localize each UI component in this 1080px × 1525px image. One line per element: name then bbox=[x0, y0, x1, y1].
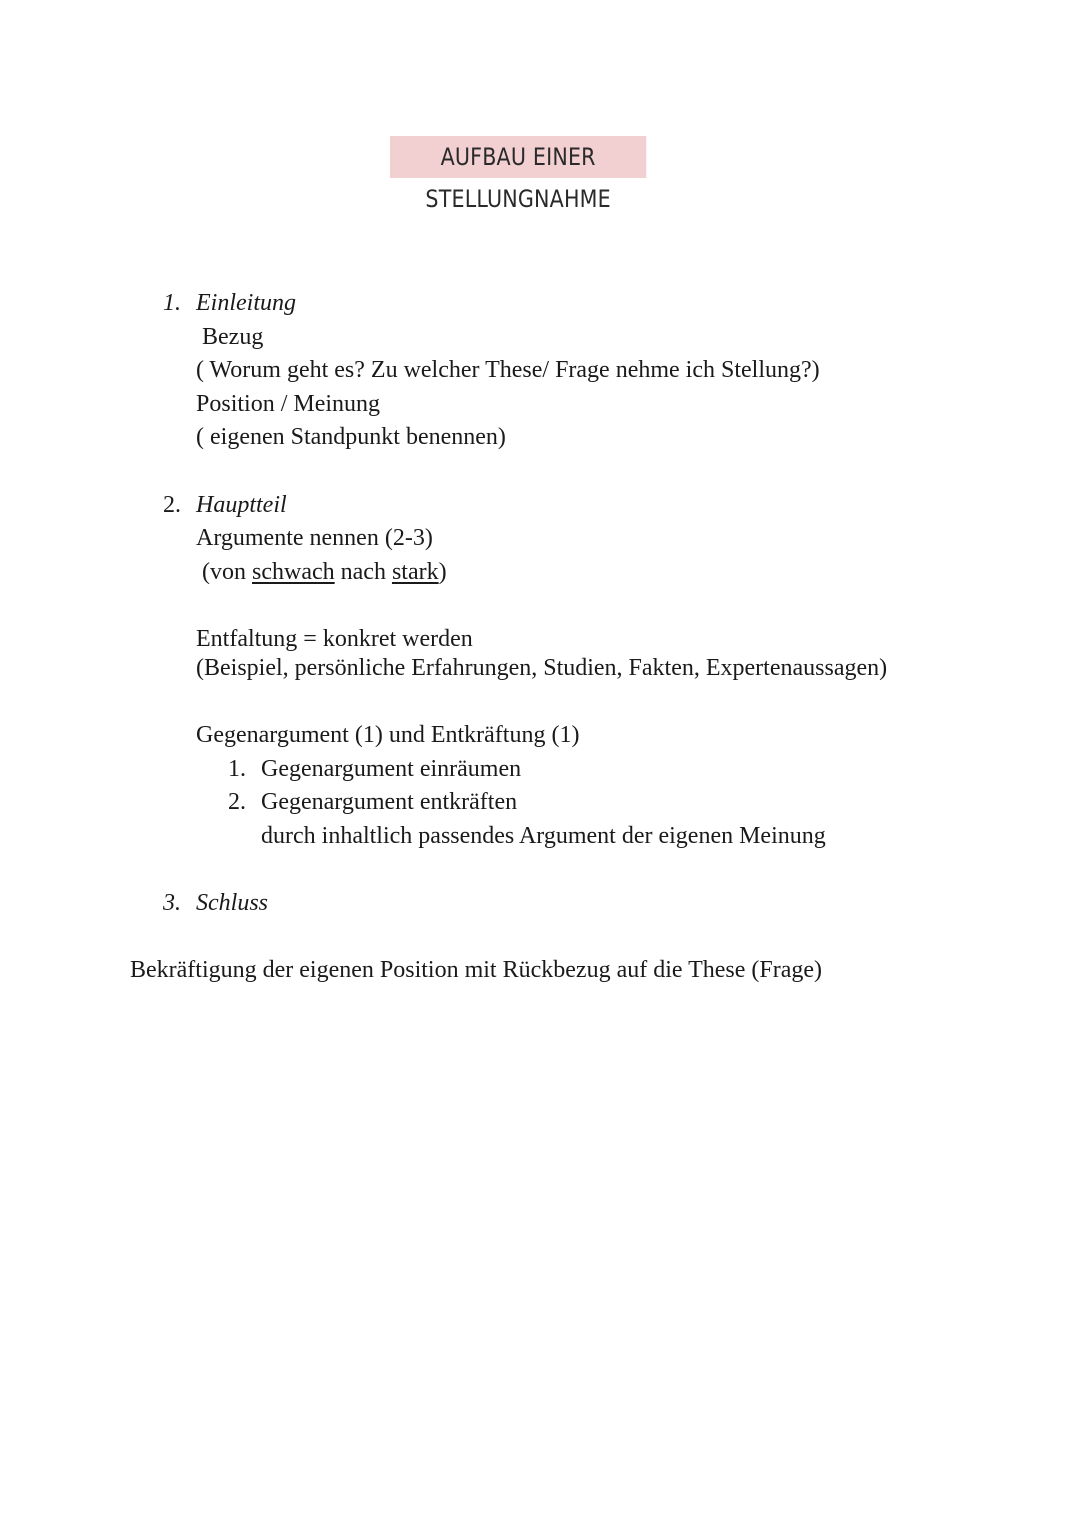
section-number: 2. bbox=[163, 492, 181, 518]
section-heading: Einleitung bbox=[196, 290, 296, 316]
strong-word: stark bbox=[391, 559, 439, 585]
text-line: (Beispiel, persönliche Erfahrungen, Studien, Fakten, Expertenaussagen) bbox=[196, 655, 888, 681]
text-line: Entfaltung = konkret werden bbox=[196, 626, 473, 652]
section-heading: Hauptteil bbox=[196, 492, 287, 518]
order-line bbox=[202, 557, 447, 587]
text-line: Argumente nennen (2-3) bbox=[196, 525, 433, 551]
text-line: ( eigenen Standpunkt benennen) bbox=[196, 424, 506, 450]
step-text: Gegenargument einräumen bbox=[261, 756, 522, 782]
section-heading: Schluss bbox=[196, 890, 268, 916]
text-line: ( Worum geht es? Zu welcher These/ Frage nehme ich Stellung?) bbox=[196, 357, 820, 383]
step-number: 2. bbox=[228, 789, 246, 815]
section-number: 3. bbox=[163, 890, 181, 916]
text-line: Position / Meinung bbox=[196, 391, 381, 417]
step-text: Gegenargument entkräften bbox=[261, 789, 518, 815]
weak-word: schwach bbox=[252, 559, 335, 585]
text-line: Bezug bbox=[202, 324, 264, 350]
order-suffix: ) bbox=[438, 559, 447, 585]
text-line: Bekräftigung der eigenen Position mit Rückbezug auf die These (Frage) bbox=[130, 957, 823, 983]
section-number: 1. bbox=[163, 290, 181, 316]
order-prefix: (von bbox=[202, 559, 252, 585]
order-middle: nach bbox=[334, 559, 392, 585]
step-number: 1. bbox=[228, 756, 246, 782]
page-title: AUFBAU EINER STELLUNGNAHME bbox=[390, 136, 646, 178]
text-line: Gegenargument (1) und Entkräftung (1) bbox=[196, 722, 580, 748]
text-line: durch inhaltlich passendes Argument der eigenen Meinung bbox=[261, 823, 826, 849]
